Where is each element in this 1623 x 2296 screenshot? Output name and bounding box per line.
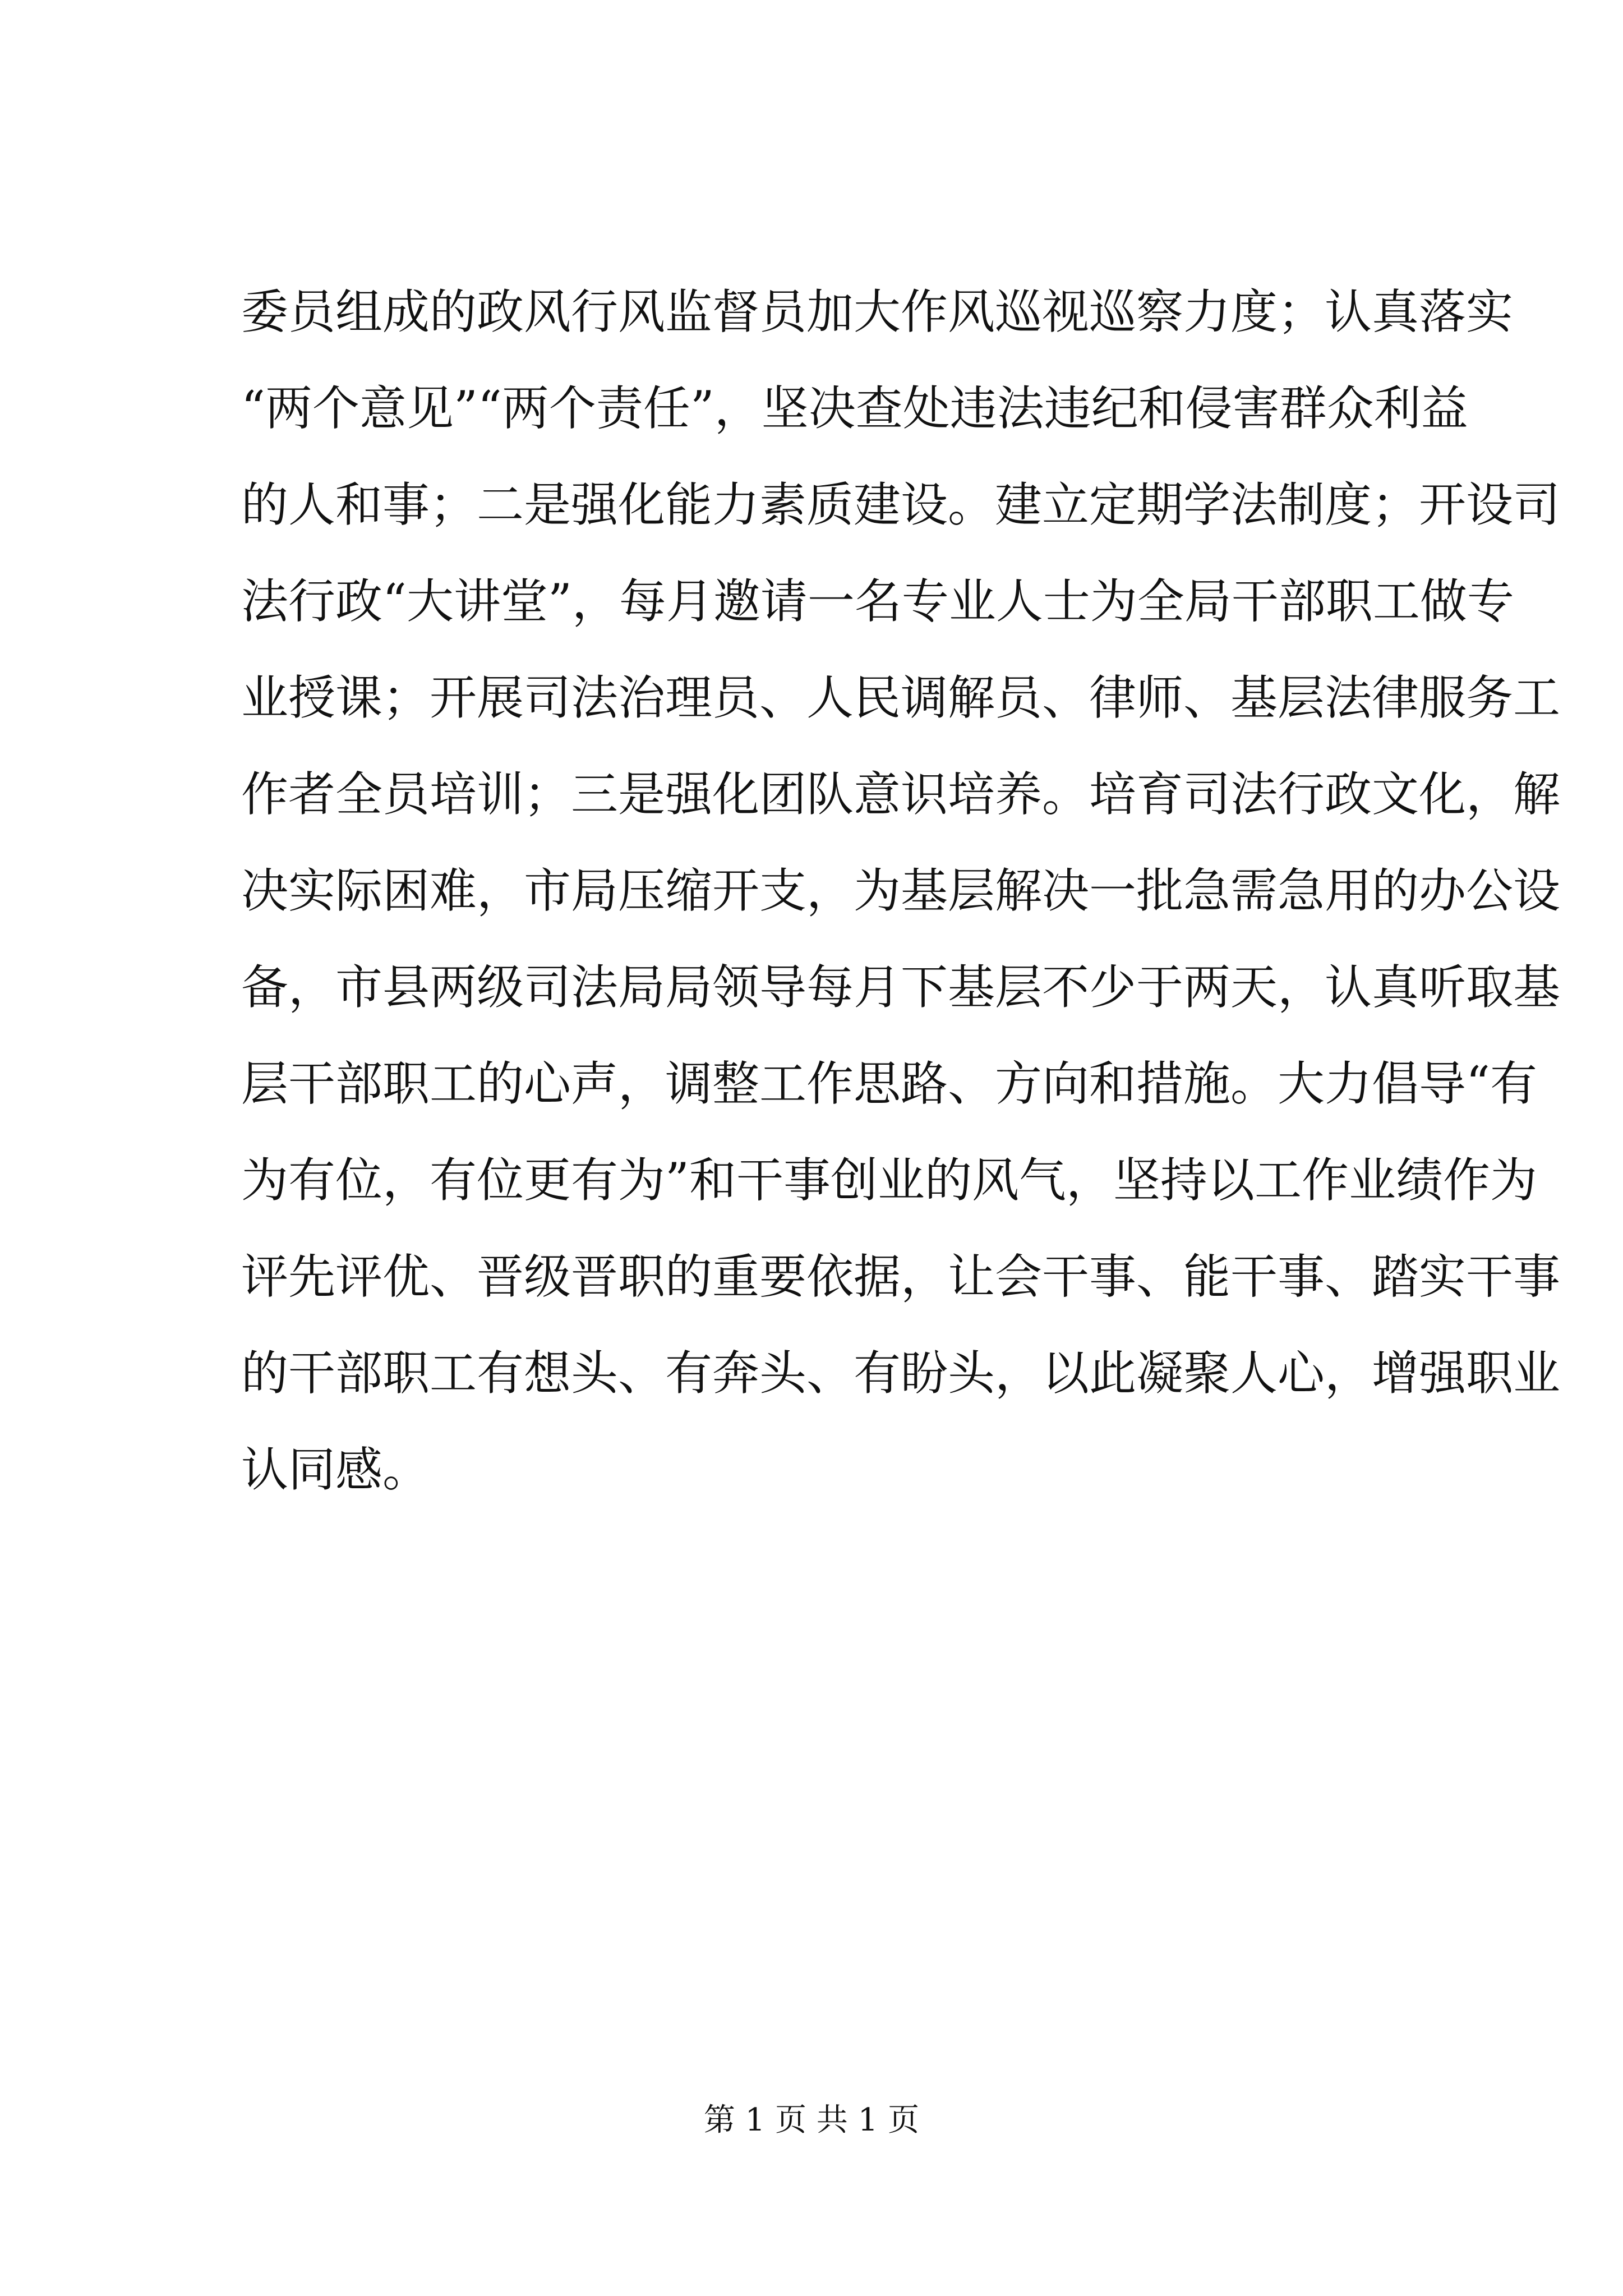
text-line: 备，市县两级司法局局领导每月下基层不少于两天，认真听取基 (241, 960, 1561, 1015)
text-line: 委员组成的政风行风监督员加大作风巡视巡察力度；认真落实 (241, 284, 1514, 339)
text-line: 业授课；开展司法治理员、人民调解员、律师、基层法律服务工 (241, 670, 1561, 725)
page-number-label: 第 1 页 共 1 页 (703, 2102, 920, 2138)
text-line: 决实际困难，市局压缩开支，为基层解决一批急需急用的办公设 (241, 863, 1561, 918)
text-line: 作者全员培训；三是强化团队意识培养。培育司法行政文化，解 (241, 767, 1561, 822)
text-line: 层干部职工的心声，调整工作思路、方向和措施。大力倡导“有 (241, 1056, 1537, 1111)
text-line: 认同感。 (241, 1442, 430, 1497)
body-paragraph (241, 264, 1561, 1518)
text-line: 的干部职工有想头、有奔头、有盼头，以此凝聚人心，增强职业 (241, 1346, 1561, 1401)
text-line: “两个意见”“两个责任”，坚决查处违法违纪和侵害群众利益 (241, 381, 1468, 436)
page-footer (0, 2098, 1623, 2143)
text-line: 法行政“大讲堂”，每月邀请一名专业人士为全局干部职工做专 (241, 574, 1514, 629)
text-line: 评先评优、晋级晋职的重要依据，让会干事、能干事、踏实干事 (241, 1249, 1561, 1304)
text-line: 为有位，有位更有为”和干事创业的风气，坚持以工作业绩作为 (241, 1153, 1537, 1208)
text-line: 的人和事；二是强化能力素质建设。建立定期学法制度；开设司 (241, 477, 1561, 532)
